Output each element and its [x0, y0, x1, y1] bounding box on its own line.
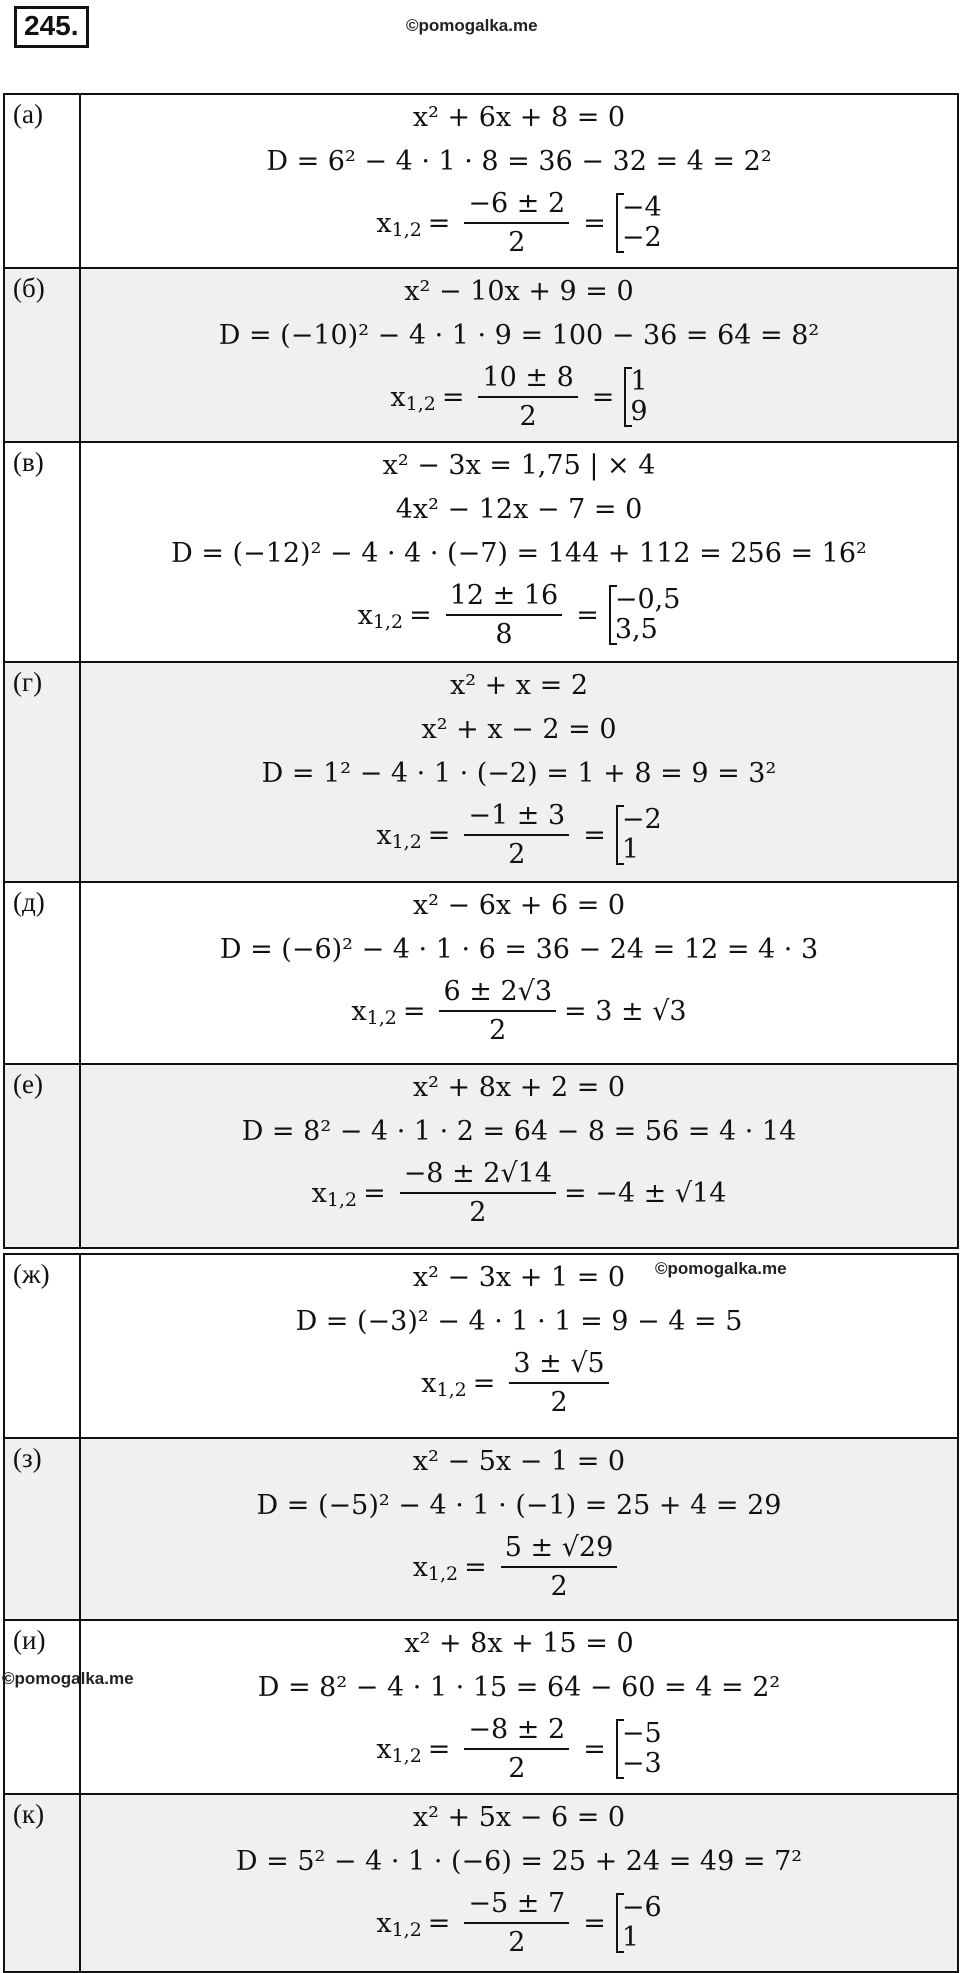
problem-label: (д)	[5, 883, 81, 1063]
problem-label: (ж)	[5, 1255, 81, 1437]
equals-sign: =	[363, 1177, 386, 1209]
fraction-numerator: −8 ± 2√14	[400, 1160, 556, 1194]
roots-bracket	[609, 585, 681, 644]
equals-sign: =	[427, 1733, 451, 1765]
roots-bracket	[616, 193, 662, 252]
discriminant: D = (−10)² − 4 · 1 · 9 = 100 − 36 = 64 = 8²	[218, 319, 820, 351]
equation: x² − 3x = 1,75 | × 4	[382, 449, 656, 481]
root-var: x	[351, 995, 367, 1027]
fraction-numerator: −8 ± 2	[464, 1716, 569, 1750]
root-var: x	[376, 819, 392, 851]
fraction	[400, 1160, 556, 1226]
roots-bracket	[616, 805, 662, 864]
root-subscript: 1,2	[405, 393, 436, 415]
roots-formula	[421, 1343, 616, 1423]
equals-sign: =	[472, 1367, 496, 1399]
roots-formula	[376, 183, 661, 263]
equation: x² + 5x − 6 = 0	[412, 1801, 626, 1833]
simplified-result: = −4 ± √14	[564, 1177, 727, 1209]
discriminant: D = 1² − 4 · 1 · (−2) = 1 + 8 = 9 = 3²	[261, 757, 777, 789]
fraction-numerator: −6 ± 2	[464, 190, 569, 224]
root-subscript: 1,2	[366, 1007, 397, 1029]
root-subscript: 1,2	[391, 1919, 422, 1941]
equation: x² − 3x + 1 = 0	[412, 1261, 626, 1293]
roots-formula	[376, 795, 661, 875]
roots-formula	[413, 1527, 626, 1607]
problem-solution	[81, 1795, 957, 1971]
fraction	[464, 1716, 569, 1782]
fraction-denominator: 2	[469, 1197, 487, 1228]
problem-label: (з)	[5, 1439, 81, 1619]
root-1: −4	[621, 192, 662, 224]
roots-formula	[390, 357, 647, 437]
problem-row-b	[5, 269, 957, 443]
root-1: −2	[621, 804, 662, 836]
root-1: 1	[630, 366, 648, 398]
equals-sign: =	[576, 599, 599, 631]
root-var: x	[412, 1551, 428, 1583]
root-subscript: 1,2	[372, 611, 404, 633]
root-2: −2	[621, 222, 662, 253]
root-var: x	[376, 1733, 392, 1765]
problem-row-g	[5, 663, 957, 883]
problem-label: (а)	[5, 95, 81, 267]
roots-bracket	[616, 1893, 662, 1952]
equals-sign: =	[583, 207, 606, 239]
problem-solution	[81, 1065, 957, 1247]
watermark-mid: ©pomogalka.me	[655, 1259, 787, 1278]
problem-row-a	[5, 95, 957, 269]
problem-row-e	[5, 1065, 957, 1247]
equation: x² + 8x + 15 = 0	[404, 1627, 634, 1659]
equals-sign: =	[583, 819, 606, 851]
equation: x² + x = 2	[449, 669, 589, 701]
problem-row-v	[5, 443, 957, 663]
fraction	[464, 802, 569, 868]
equals-sign: =	[427, 207, 451, 239]
problem-solution	[81, 1621, 957, 1793]
simplified-result: = 3 ± √3	[564, 995, 687, 1027]
equals-sign: =	[427, 819, 451, 851]
fraction	[478, 364, 577, 430]
equals-sign: =	[402, 995, 426, 1027]
root-subscript: 1,2	[391, 219, 422, 241]
equation: x² − 5x − 1 = 0	[412, 1445, 626, 1477]
problem-row-d	[5, 883, 957, 1065]
solutions-table-1	[3, 93, 959, 1249]
fraction-denominator: 2	[489, 1015, 507, 1046]
equation: x² − 10x + 9 = 0	[404, 275, 634, 307]
discriminant: D = (−6)² − 4 · 1 · 6 = 36 − 24 = 12 = 4 · 3	[219, 933, 819, 965]
problem-label: (г)	[5, 663, 81, 881]
fraction-denominator: 2	[550, 1387, 568, 1418]
fraction-numerator: −1 ± 3	[464, 802, 569, 836]
problem-solution	[81, 883, 957, 1063]
problem-label: (в)	[5, 443, 81, 661]
discriminant: D = (−3)² − 4 · 1 · 1 = 9 − 4 = 5	[295, 1305, 743, 1337]
equation: x² − 6x + 6 = 0	[412, 889, 626, 921]
root-2: 3,5	[614, 614, 658, 645]
root-2: 1	[621, 834, 640, 865]
root-subscript: 1,2	[427, 1563, 459, 1585]
root-subscript: 1,2	[391, 1745, 422, 1767]
root-subscript: 1,2	[436, 1379, 467, 1401]
fraction-denominator: 2	[508, 1753, 526, 1784]
fraction-numerator: −5 ± 7	[464, 1890, 569, 1924]
equation-transformed: 4x² − 12x − 7 = 0	[395, 493, 643, 525]
root-var: x	[421, 1367, 437, 1399]
equals-sign: =	[427, 1907, 451, 1939]
root-var: x	[357, 599, 373, 631]
root-subscript: 1,2	[391, 831, 422, 853]
problem-row-k	[5, 1795, 957, 1971]
equals-sign: =	[409, 599, 432, 631]
fraction	[509, 1350, 608, 1416]
roots-formula	[376, 1709, 661, 1789]
root-2: 9	[630, 396, 648, 427]
root-var: x	[390, 381, 406, 413]
problem-row-zh	[5, 1255, 957, 1439]
fraction	[446, 582, 563, 648]
roots-formula	[376, 1883, 661, 1963]
root-2: −3	[621, 1748, 662, 1779]
problem-label: (б)	[5, 269, 81, 441]
equation-transformed: x² + x − 2 = 0	[421, 713, 617, 745]
discriminant: D = (−12)² − 4 · 4 · (−7) = 144 + 112 = 256 = 16²	[171, 537, 867, 569]
root-1: −5	[621, 1718, 662, 1750]
root-var: x	[376, 207, 392, 239]
problem-solution	[81, 663, 957, 881]
equation: x² + 8x + 2 = 0	[412, 1071, 626, 1103]
root-1: −0,5	[614, 584, 681, 616]
discriminant: D = 8² − 4 · 1 · 15 = 64 − 60 = 4 = 2²	[257, 1671, 781, 1703]
fraction	[464, 1890, 569, 1956]
equals-sign: =	[464, 1551, 487, 1583]
problem-label: (к)	[5, 1795, 81, 1971]
fraction-numerator: 12 ± 16	[446, 582, 563, 616]
root-var: x	[311, 1177, 327, 1209]
fraction-denominator: 2	[519, 401, 537, 432]
problem-solution	[81, 443, 957, 661]
fraction-denominator: 2	[550, 1571, 568, 1602]
fraction	[439, 978, 556, 1044]
equation: x² + 6x + 8 = 0	[412, 101, 626, 133]
equals-sign: =	[591, 381, 615, 413]
problem-solution	[81, 269, 957, 441]
equals-sign: =	[441, 381, 465, 413]
problem-solution	[81, 95, 957, 267]
problem-row-z	[5, 1439, 957, 1621]
fraction-denominator: 2	[508, 227, 526, 258]
discriminant: D = 6² − 4 · 1 · 8 = 36 − 32 = 4 = 2²	[266, 145, 772, 177]
watermark-top: ©pomogalka.me	[406, 16, 538, 35]
fraction	[464, 190, 569, 256]
root-1: −6	[621, 1892, 662, 1924]
equals-sign: =	[583, 1733, 606, 1765]
root-subscript: 1,2	[326, 1189, 358, 1211]
fraction-numerator: 3 ± √5	[509, 1350, 608, 1384]
problem-label: (е)	[5, 1065, 81, 1247]
discriminant: D = 8² − 4 · 1 · 2 = 64 − 8 = 56 = 4 · 14	[241, 1115, 797, 1147]
fraction-numerator: 6 ± 2√3	[439, 978, 556, 1012]
root-2: 1	[621, 1922, 640, 1953]
roots-formula	[312, 1153, 727, 1233]
discriminant: D = 5² − 4 · 1 · (−6) = 25 + 24 = 49 = 7²	[235, 1845, 803, 1877]
problem-solution	[81, 1255, 957, 1437]
equals-sign: =	[583, 1907, 606, 1939]
watermark-left: ©pomogalka.me	[2, 1669, 134, 1688]
root-var: x	[376, 1907, 392, 1939]
fraction-denominator: 8	[495, 619, 513, 650]
problem-label: (и)	[5, 1621, 81, 1793]
fraction-denominator: 2	[508, 839, 526, 870]
fraction-numerator: 10 ± 8	[478, 364, 577, 398]
problem-number: 245.	[14, 6, 89, 48]
solutions-table-2	[3, 1253, 959, 1973]
roots-formula	[358, 575, 681, 655]
fraction-denominator: 2	[508, 1927, 526, 1958]
problem-solution	[81, 1439, 957, 1619]
discriminant: D = (−5)² − 4 · 1 · (−1) = 25 + 4 = 29	[256, 1489, 782, 1521]
fraction	[501, 1534, 618, 1600]
roots-bracket	[624, 367, 647, 426]
problem-row-i	[5, 1621, 957, 1795]
roots-bracket	[616, 1719, 662, 1778]
fraction-numerator: 5 ± √29	[501, 1534, 618, 1568]
roots-formula	[351, 971, 686, 1051]
